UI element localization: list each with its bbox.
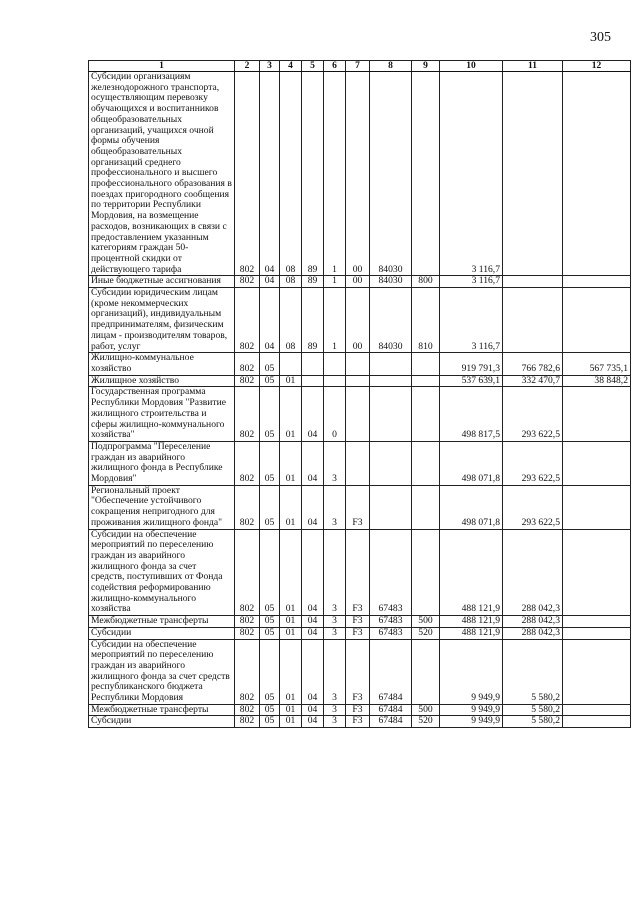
row-value-cell bbox=[563, 276, 631, 288]
row-value-cell: 293 622,5 bbox=[503, 387, 563, 442]
column-header: 10 bbox=[440, 61, 503, 72]
row-name-cell: Субсидии bbox=[89, 627, 235, 639]
row-value-cell: 67483 bbox=[370, 529, 412, 616]
row-value-cell bbox=[412, 353, 440, 375]
row-value-cell bbox=[302, 353, 324, 375]
row-value-cell: F3 bbox=[346, 639, 370, 704]
row-value-cell: 498 071,8 bbox=[440, 485, 503, 529]
row-value-cell: 9 949,9 bbox=[440, 716, 503, 728]
table-row bbox=[89, 616, 631, 628]
row-value-cell bbox=[563, 627, 631, 639]
row-value-cell bbox=[324, 353, 346, 375]
row-value-cell: 802 bbox=[235, 704, 260, 716]
row-value-cell: F3 bbox=[346, 716, 370, 728]
row-value-cell: 1 bbox=[324, 72, 346, 276]
row-value-cell: 766 782,6 bbox=[503, 353, 563, 375]
row-value-cell: 08 bbox=[280, 72, 302, 276]
table-row bbox=[89, 627, 631, 639]
row-value-cell: 3 bbox=[324, 627, 346, 639]
row-value-cell: 67484 bbox=[370, 639, 412, 704]
row-value-cell: 3 bbox=[324, 485, 346, 529]
row-value-cell: 05 bbox=[260, 639, 280, 704]
row-name-cell: Иные бюджетные ассигнования bbox=[89, 276, 235, 288]
row-value-cell: 3 bbox=[324, 716, 346, 728]
row-value-cell: 08 bbox=[280, 288, 302, 353]
row-name-cell: Субсидии юридическим лицам (кроме некоммерческих организаций), индивидуальным предпринимателям, физическим лицам - производителям товаров, работ, услуг bbox=[89, 288, 235, 353]
row-value-cell: 3 bbox=[324, 529, 346, 616]
row-value-cell bbox=[563, 716, 631, 728]
row-value-cell bbox=[412, 387, 440, 442]
row-value-cell: 04 bbox=[302, 639, 324, 704]
row-value-cell bbox=[563, 485, 631, 529]
row-value-cell bbox=[412, 72, 440, 276]
table-row bbox=[89, 353, 631, 375]
row-value-cell: 5 580,2 bbox=[503, 639, 563, 704]
row-value-cell: 5 580,2 bbox=[503, 704, 563, 716]
row-value-cell: 04 bbox=[260, 288, 280, 353]
row-value-cell: 01 bbox=[280, 441, 302, 485]
row-value-cell: 293 622,5 bbox=[503, 485, 563, 529]
row-name-cell: Региональный проект "Обеспечение устойчивого сокращения непригодного для проживания жилищного фонда" bbox=[89, 485, 235, 529]
row-value-cell bbox=[412, 485, 440, 529]
row-value-cell: 05 bbox=[260, 716, 280, 728]
table-row bbox=[89, 375, 631, 387]
row-name-cell: Межбюджетные трансферты bbox=[89, 616, 235, 628]
row-value-cell: 01 bbox=[280, 627, 302, 639]
row-value-cell: 01 bbox=[280, 639, 302, 704]
row-value-cell: 89 bbox=[302, 72, 324, 276]
table-row bbox=[89, 387, 631, 442]
column-header: 11 bbox=[503, 61, 563, 72]
row-value-cell bbox=[412, 529, 440, 616]
row-value-cell bbox=[563, 387, 631, 442]
row-value-cell: 1 bbox=[324, 288, 346, 353]
row-value-cell: 04 bbox=[302, 616, 324, 628]
row-value-cell: 802 bbox=[235, 288, 260, 353]
row-name-cell: Государственная программа Республики Мордовия "Развитие жилищного строительства и сферы жилищно-коммунального хозяйства" bbox=[89, 387, 235, 442]
row-value-cell: 537 639,1 bbox=[440, 375, 503, 387]
row-value-cell bbox=[563, 441, 631, 485]
row-value-cell: 84030 bbox=[370, 72, 412, 276]
row-value-cell: 01 bbox=[280, 485, 302, 529]
row-value-cell: 00 bbox=[346, 288, 370, 353]
row-value-cell bbox=[324, 375, 346, 387]
row-value-cell: 04 bbox=[302, 716, 324, 728]
row-value-cell: 04 bbox=[260, 72, 280, 276]
row-value-cell: 67484 bbox=[370, 716, 412, 728]
table-row bbox=[89, 441, 631, 485]
row-value-cell: 802 bbox=[235, 529, 260, 616]
row-value-cell bbox=[503, 288, 563, 353]
row-value-cell: 05 bbox=[260, 704, 280, 716]
row-name-cell: Жилищное хозяйство bbox=[89, 375, 235, 387]
row-value-cell: 498 071,8 bbox=[440, 441, 503, 485]
row-value-cell bbox=[370, 485, 412, 529]
row-value-cell: 802 bbox=[235, 387, 260, 442]
row-value-cell: 802 bbox=[235, 276, 260, 288]
row-value-cell: 802 bbox=[235, 639, 260, 704]
row-value-cell: 500 bbox=[412, 704, 440, 716]
row-value-cell: 67484 bbox=[370, 704, 412, 716]
row-value-cell bbox=[563, 529, 631, 616]
row-value-cell: 08 bbox=[280, 276, 302, 288]
column-header: 9 bbox=[412, 61, 440, 72]
row-value-cell: 05 bbox=[260, 529, 280, 616]
row-name-cell: Субсидии на обеспечение мероприятий по переселению граждан из аварийного жилищного фонда за счет средств, поступивших от Фонда содействия реформированию жилищно-коммунального хозяйства bbox=[89, 529, 235, 616]
row-value-cell: 9 949,9 bbox=[440, 639, 503, 704]
row-value-cell: 05 bbox=[260, 616, 280, 628]
column-header: 12 bbox=[563, 61, 631, 72]
row-value-cell: 488 121,9 bbox=[440, 616, 503, 628]
row-value-cell bbox=[370, 387, 412, 442]
row-value-cell: 3 bbox=[324, 616, 346, 628]
row-value-cell: 67483 bbox=[370, 627, 412, 639]
table-header-row bbox=[89, 61, 631, 72]
row-value-cell bbox=[346, 353, 370, 375]
row-value-cell: 802 bbox=[235, 627, 260, 639]
row-value-cell bbox=[503, 276, 563, 288]
row-value-cell: 919 791,3 bbox=[440, 353, 503, 375]
column-header: 3 bbox=[260, 61, 280, 72]
row-value-cell: 89 bbox=[302, 276, 324, 288]
row-value-cell: 802 bbox=[235, 485, 260, 529]
row-value-cell: 293 622,5 bbox=[503, 441, 563, 485]
row-value-cell: 00 bbox=[346, 72, 370, 276]
row-value-cell: 3 bbox=[324, 704, 346, 716]
row-value-cell bbox=[563, 704, 631, 716]
row-value-cell bbox=[370, 375, 412, 387]
table-row bbox=[89, 276, 631, 288]
table-row bbox=[89, 72, 631, 276]
row-value-cell bbox=[412, 639, 440, 704]
row-value-cell: 05 bbox=[260, 441, 280, 485]
row-value-cell: 01 bbox=[280, 375, 302, 387]
row-value-cell bbox=[346, 441, 370, 485]
row-value-cell: 567 735,1 bbox=[563, 353, 631, 375]
row-value-cell: 802 bbox=[235, 375, 260, 387]
row-value-cell: 800 bbox=[412, 276, 440, 288]
column-header: 4 bbox=[280, 61, 302, 72]
row-value-cell: 05 bbox=[260, 485, 280, 529]
row-value-cell: 3 116,7 bbox=[440, 72, 503, 276]
row-value-cell: 332 470,7 bbox=[503, 375, 563, 387]
row-value-cell: F3 bbox=[346, 485, 370, 529]
row-name-cell: Межбюджетные трансферты bbox=[89, 704, 235, 716]
row-value-cell bbox=[412, 375, 440, 387]
column-header: 5 bbox=[302, 61, 324, 72]
row-value-cell: 01 bbox=[280, 387, 302, 442]
row-value-cell: F3 bbox=[346, 704, 370, 716]
row-value-cell: F3 bbox=[346, 627, 370, 639]
row-value-cell bbox=[563, 288, 631, 353]
row-value-cell: 520 bbox=[412, 716, 440, 728]
row-value-cell: 500 bbox=[412, 616, 440, 628]
row-value-cell: 04 bbox=[302, 627, 324, 639]
row-value-cell: 01 bbox=[280, 704, 302, 716]
row-value-cell bbox=[346, 387, 370, 442]
row-value-cell: 3 116,7 bbox=[440, 288, 503, 353]
row-value-cell bbox=[563, 72, 631, 276]
table-row bbox=[89, 704, 631, 716]
row-value-cell: 01 bbox=[280, 616, 302, 628]
row-value-cell: 498 817,5 bbox=[440, 387, 503, 442]
table-row bbox=[89, 716, 631, 728]
row-value-cell: 67483 bbox=[370, 616, 412, 628]
column-header: 6 bbox=[324, 61, 346, 72]
row-value-cell: 04 bbox=[302, 441, 324, 485]
row-value-cell bbox=[346, 375, 370, 387]
row-value-cell: 04 bbox=[302, 704, 324, 716]
row-value-cell: 84030 bbox=[370, 276, 412, 288]
row-value-cell: 05 bbox=[260, 375, 280, 387]
row-value-cell: 84030 bbox=[370, 288, 412, 353]
row-value-cell: F3 bbox=[346, 616, 370, 628]
budget-table bbox=[88, 60, 631, 728]
row-value-cell: 01 bbox=[280, 529, 302, 616]
row-name-cell: Субсидии bbox=[89, 716, 235, 728]
column-header: 7 bbox=[346, 61, 370, 72]
row-name-cell: Субсидии организациям железнодорожного транспорта, осуществляющим перевозку обучающихся и воспитанников общеобразовательных организаций, учащихся очной формы обучения общеобразовательных организаций среднего профессионального и высшего профессионального образования в поездах пригородного сообщения по территории Республики Мордовия, на возмещение расходов, возникающих в связи с предоставлением указанным категориям граждан 50-процентной скидки от действующего тарифа bbox=[89, 72, 235, 276]
row-value-cell: 520 bbox=[412, 627, 440, 639]
row-value-cell: F3 bbox=[346, 529, 370, 616]
row-value-cell: 288 042,3 bbox=[503, 616, 563, 628]
column-header: 8 bbox=[370, 61, 412, 72]
table-row bbox=[89, 288, 631, 353]
row-value-cell: 802 bbox=[235, 441, 260, 485]
row-value-cell: 04 bbox=[302, 387, 324, 442]
row-value-cell: 488 121,9 bbox=[440, 627, 503, 639]
row-value-cell bbox=[280, 353, 302, 375]
row-name-cell: Подпрограмма "Переселение граждан из аварийного жилищного фонда в Республике Мордовия" bbox=[89, 441, 235, 485]
row-value-cell: 5 580,2 bbox=[503, 716, 563, 728]
row-value-cell bbox=[563, 616, 631, 628]
row-value-cell: 802 bbox=[235, 353, 260, 375]
row-value-cell: 38 848,2 bbox=[563, 375, 631, 387]
row-value-cell: 802 bbox=[235, 616, 260, 628]
row-value-cell: 1 bbox=[324, 276, 346, 288]
row-value-cell: 3 116,7 bbox=[440, 276, 503, 288]
row-name-cell: Жилищно-коммунальное хозяйство bbox=[89, 353, 235, 375]
page-number: 305 bbox=[590, 30, 611, 45]
column-header: 2 bbox=[235, 61, 260, 72]
table-row bbox=[89, 485, 631, 529]
row-value-cell: 05 bbox=[260, 387, 280, 442]
row-value-cell bbox=[412, 441, 440, 485]
table-row bbox=[89, 529, 631, 616]
row-name-cell: Субсидии на обеспечение мероприятий по переселению граждан из аварийного жилищного фонда за счет средств республиканского бюджета Республики Мордовия bbox=[89, 639, 235, 704]
row-value-cell: 01 bbox=[280, 716, 302, 728]
row-value-cell: 488 121,9 bbox=[440, 529, 503, 616]
row-value-cell: 0 bbox=[324, 387, 346, 442]
row-value-cell: 802 bbox=[235, 72, 260, 276]
row-value-cell: 05 bbox=[260, 353, 280, 375]
row-value-cell: 810 bbox=[412, 288, 440, 353]
row-value-cell: 00 bbox=[346, 276, 370, 288]
row-value-cell bbox=[503, 72, 563, 276]
row-value-cell: 89 bbox=[302, 288, 324, 353]
row-value-cell: 3 bbox=[324, 639, 346, 704]
row-value-cell: 9 949,9 bbox=[440, 704, 503, 716]
row-value-cell: 05 bbox=[260, 627, 280, 639]
row-value-cell: 3 bbox=[324, 441, 346, 485]
row-value-cell: 802 bbox=[235, 716, 260, 728]
row-value-cell bbox=[370, 441, 412, 485]
row-value-cell bbox=[370, 353, 412, 375]
column-header: 1 bbox=[89, 61, 235, 72]
row-value-cell: 288 042,3 bbox=[503, 529, 563, 616]
row-value-cell: 04 bbox=[260, 276, 280, 288]
row-value-cell: 288 042,3 bbox=[503, 627, 563, 639]
row-value-cell: 04 bbox=[302, 529, 324, 616]
row-value-cell bbox=[563, 639, 631, 704]
row-value-cell: 04 bbox=[302, 485, 324, 529]
table-row bbox=[89, 639, 631, 704]
row-value-cell bbox=[302, 375, 324, 387]
